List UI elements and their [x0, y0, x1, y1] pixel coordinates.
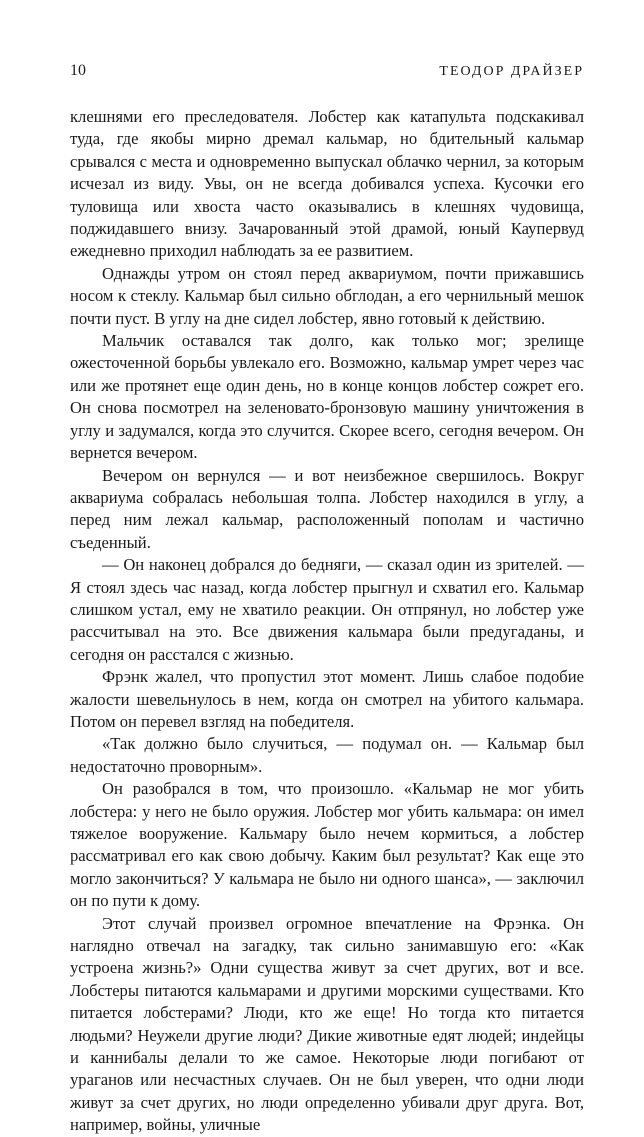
page-header: [70, 62, 584, 92]
paragraph: Этот случай произвел огромное впечатление на Фрэнка. Он наглядно отвечал на загадку, так сильно занимавшую его: «Как устроена жизнь?» Одни существа живут за счет других, вот и все. Лобстеры питаются кальмарами и другими морскими существами. Кто питается лобстерами? Люди, кто же еще! Но тогда кто питается людьми? Неужели другие люди? Дикие животные едят людей; индейцы и каннибалы делали то же самое. Некоторые люди погибают от ураганов или несчастных случаев. Он не был уверен, что одни люди живут за счет других, но люди определенно убивали друг друга. Вот, например, войны, уличные: [70, 913, 584, 1135]
paragraph: «Так должно было случиться, — подумал он. — Кальмар был недостаточно проворным».: [70, 734, 584, 776]
paragraph: Он разобрался в том, что произошло. «Кальмар не мог убить лобстера: у него не было оружия. Лобстер мог убить кальмара: он имел тяжелое вооружение. Кальмару было нечем кормиться, а лобстер рассматривал его как свою добычу. Каким был результат? Как еще это могло закончиться? У кальмара не было ни одного шанса», — заключил он по пути к дому.: [70, 779, 584, 911]
paragraph: Однажды утром он стоял перед аквариумом, почти прижавшись носом к стеклу. Кальмар был сильно обглодан, а его чернильный мешок почти пуст. В углу на дне сидел лобстер, явно готовый к действию.: [70, 263, 584, 328]
paragraph: Вечером он вернулся — и вот неизбежное свершилось. Вокруг аквариума собралась небольшая толпа. Лобстер находился в углу, а перед ним лежал кальмар, расположенный пополам и частично съеденный.: [70, 465, 584, 552]
paragraph: клешнями его преследователя. Лобстер как катапульта подскакивал туда, где якобы мирно дремал кальмар, но бдительный кальмар срывался с места и одновременно выпускал облачко чернил, за которым исчезал из виду. Увы, он не всегда добивался успеха. Кусочки его туловища или хвоста часто оказывались в клешнях чудовища, поджидавшего внизу. Зачарованный этой драмой, юный Каупервуд ежедневно приходил наблюдать за ее развитием.: [70, 107, 584, 261]
paragraph: — Он наконец добрался до бедняги, — сказал один из зрителей. — Я стоял здесь час назад, когда лобстер прыгнул и схватил его. Кальмар слишком устал, ему не хватило реакции. Он отпрянул, но лобстер уже рассчитывал на это. Все движения кальмара были предугаданы, и сегодня он расстался с жизнью.: [70, 555, 584, 664]
book-page: [70, 62, 584, 1137]
running-title: ТЕОДОР ДРАЙЗЕР: [439, 64, 584, 79]
body-text: [70, 106, 584, 1137]
page-number: 10: [70, 62, 86, 79]
paragraph: Фрэнк жалел, что пропустил этот момент. Лишь слабое подобие жалости шевельнулось в нем, когда он смотрел на убитого кальмара. Потом он перевел взгляд на победителя.: [70, 667, 584, 731]
paragraph: Мальчик оставался так долго, как только мог; зрелище ожесточенной борьбы увлекало его. Возможно, кальмар умрет через час или же протянет еще один день, но в конце концов лобстер сожрет его. Он снова посмотрел на зеленовато-бронзовую машину уничтожения в углу и задумался, когда это случится. Скорее всего, сегодня вечером. Он вернется вечером.: [70, 331, 584, 463]
